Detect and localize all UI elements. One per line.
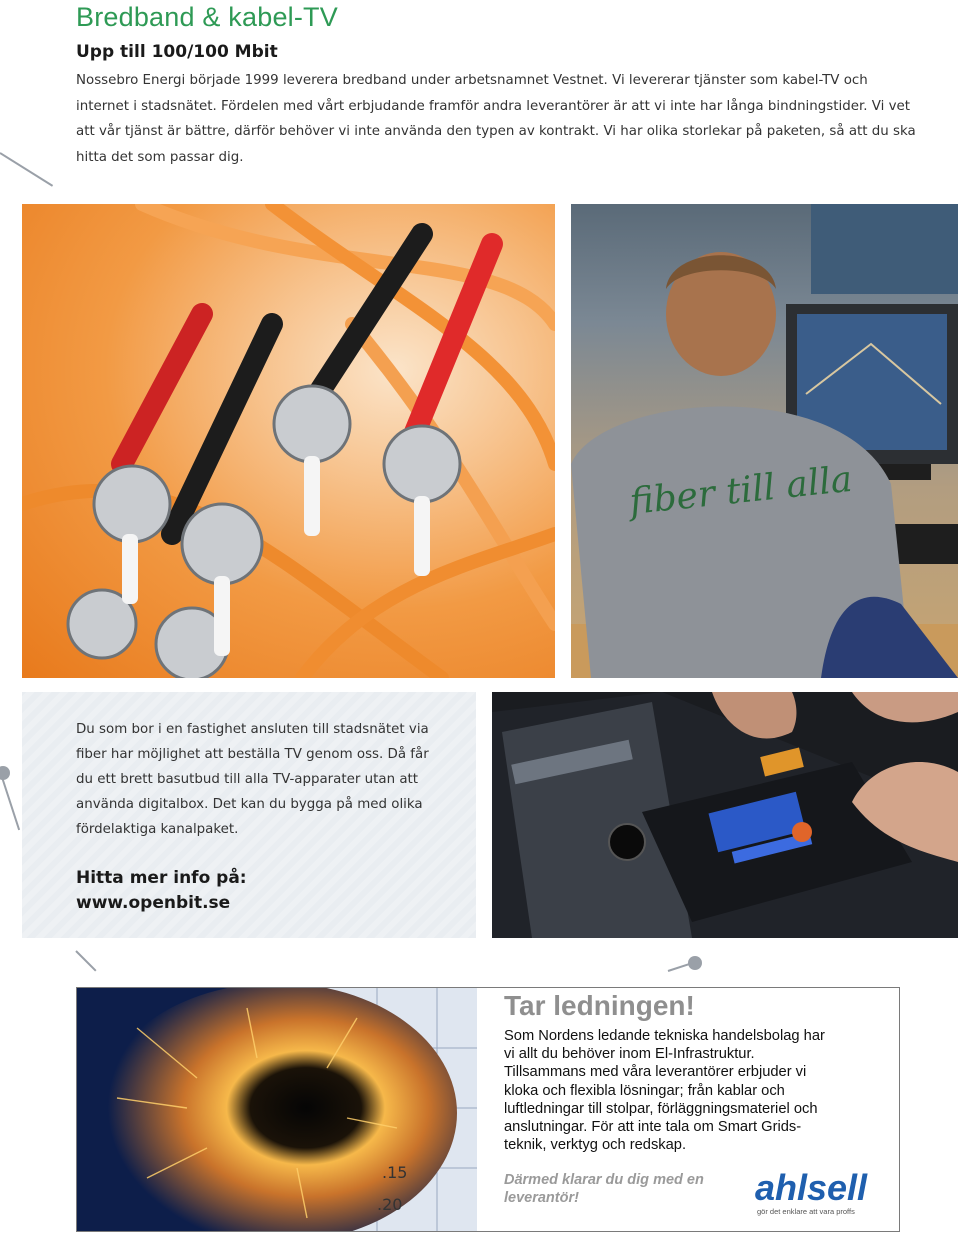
page-title: Bredband & kabel-TV [76, 2, 338, 32]
page-subtitle: Upp till 100/100 Mbit [76, 42, 278, 62]
ahlsell-advertisement [76, 987, 900, 1232]
decorative-dot [688, 956, 702, 970]
office-technician-photo [571, 204, 958, 678]
ad-slogan: Därmed klarar du dig med en leverantör! [504, 1172, 704, 1206]
info-url-link[interactable]: www.openbit.se [76, 893, 231, 913]
decorative-dot [0, 766, 10, 780]
decorative-line [75, 950, 96, 971]
ruler-mark: .20 [377, 1195, 403, 1214]
logo-tagline: gör det enklare att vara proffs [757, 1207, 855, 1216]
ahlsell-logo[interactable] [753, 1168, 883, 1218]
fiber-optic-photo [77, 988, 477, 1231]
ruler-mark: .15 [382, 1163, 408, 1182]
logo-wordmark: ahlsell [755, 1168, 868, 1208]
fiber-connectors-photo [22, 204, 555, 678]
info-more [76, 866, 247, 916]
decorative-line [0, 152, 53, 187]
info-paragraph: Du som bor i en fastighet ansluten till stadsnätet via fiber har möjlighet att beställa TV genom oss. Då får du ett brett basutbud till alla TV-apparater utan att använda digitalbox. Det kan du bygga på med olika fördelaktiga kanalpaket. [76, 722, 429, 837]
ad-body-text: Som Nordens ledande tekniska handelsbolag har vi allt du behöver inom El-Infrastruktur. Tillsammans med våra leverantörer erbjuder vi kloka och flexibla lösningar; från kablar och luftledningar till stolpar, förläggningsmateriel och anslutningar. För att inte tala om Smart Grids-teknik, verktyg och redskap. [504, 1028, 825, 1154]
fiber-splicer-photo [492, 692, 958, 938]
shirt-print: fiber till alla [627, 458, 855, 523]
ad-title: Tar ledningen! [504, 990, 695, 1021]
intro-paragraph: Nossebro Energi började 1999 leverera bredband under arbetsnamnet Vestnet. Vi levererar tjänster som kabel-TV och internet i stadsnätet. Fördelen med vårt erbjudande framför andra leverantörer är att vi inte har långa bindningstider. Vi vet att vår tjänst är bättre, därför behöver vi inte använda den typen av kontrakt. Vi har olika storlekar på paketen, så att du ska hitta det som passar dig. [76, 73, 916, 165]
info-more-label: Hitta mer info på: [76, 868, 247, 888]
